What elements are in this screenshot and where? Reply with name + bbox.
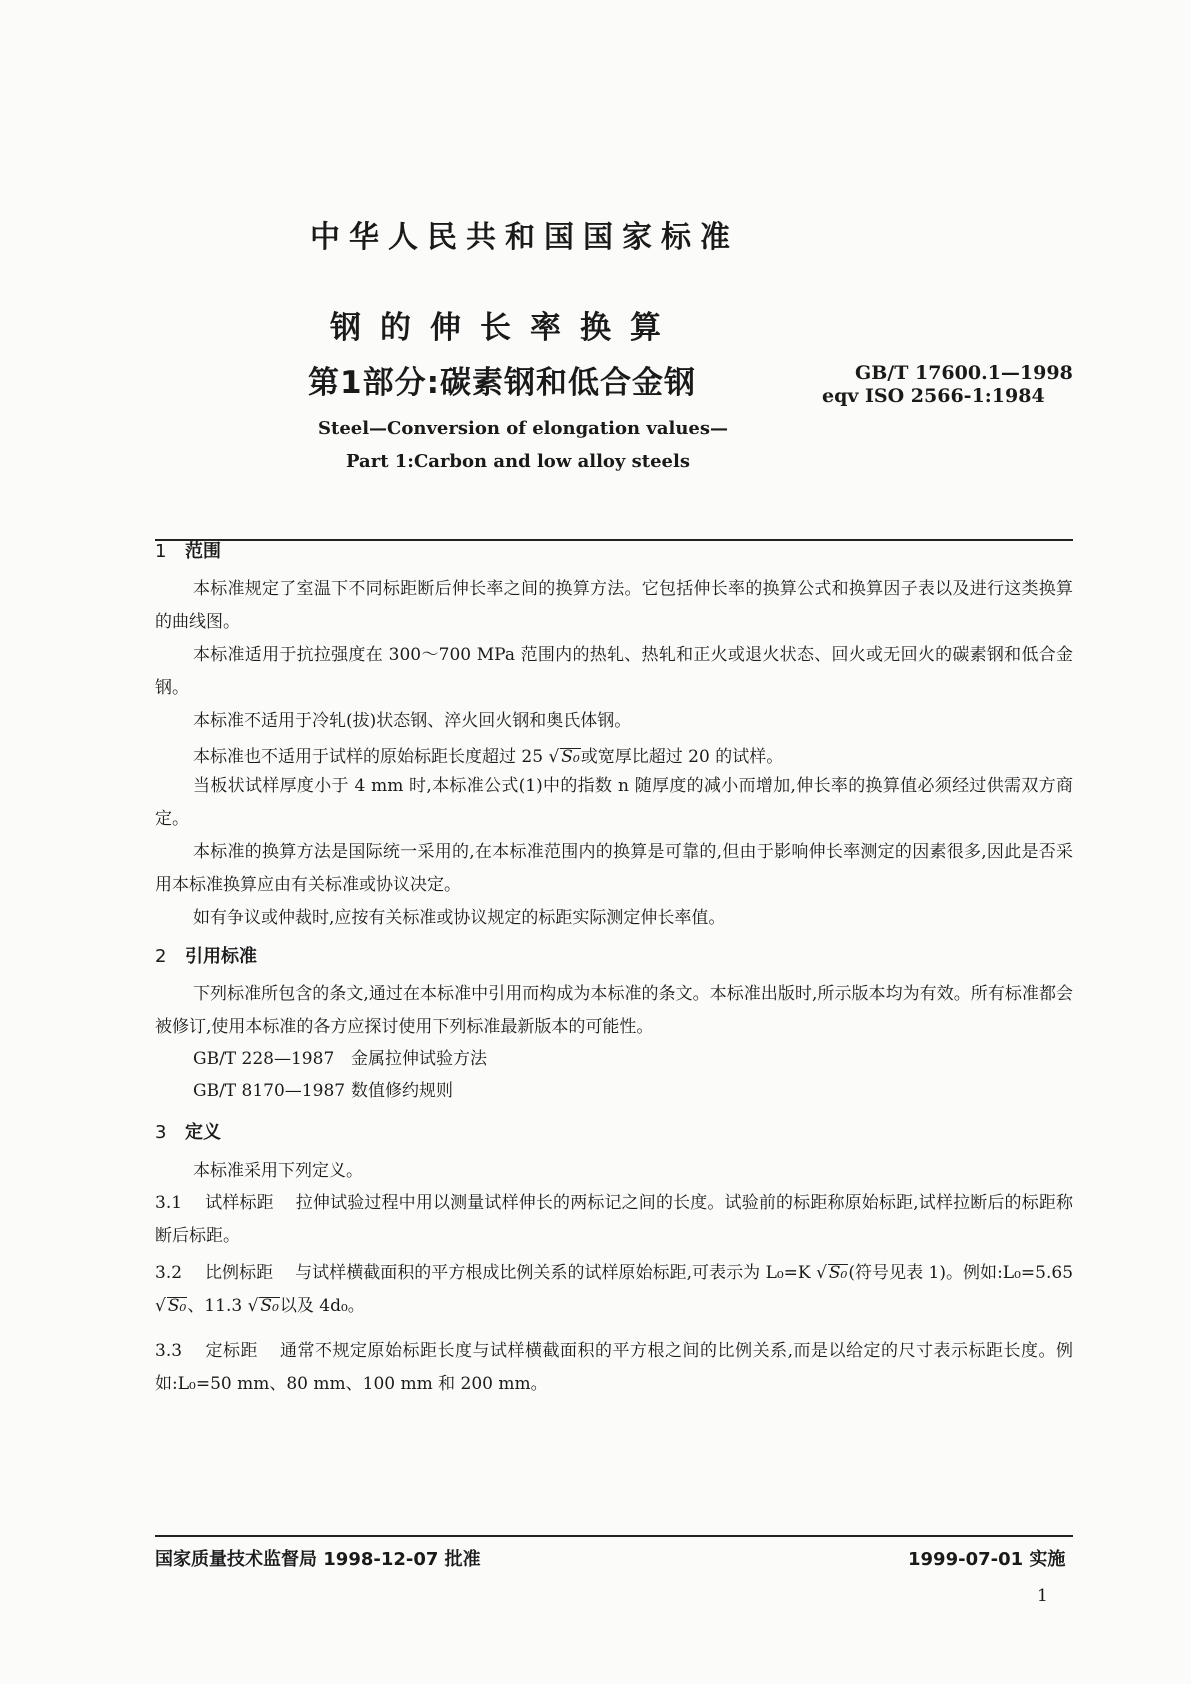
section-1-heading	[155, 537, 221, 563]
s0-symbol: S₀	[561, 747, 580, 767]
reference-code: GB/T 8170—1987	[193, 1081, 346, 1101]
section-1-paragraph-1: 本标准规定了室温下不同标距断后伸长率之间的换算方法。它包括伸长率的换算公式和换算因子表以及进行这类换算的曲线图。	[155, 579, 1073, 632]
section-2-paragraph-1: 下列标准所包含的条文,通过在本标准中引用而构成为本标准的条文。本标准出版时,所示版本均为有效。所有标准都会被修订,使用本标准的各方应探讨使用下列标准最新版本的可能性。	[155, 984, 1073, 1037]
clause-3-2-text-c: 、11.3	[187, 1296, 243, 1316]
s0-symbol: S₀	[828, 1263, 848, 1283]
clause-3-3-text: 通常不规定原始标距长度与试样横截面积的平方根之间的比例关系,而是以给定的尺寸表示标距长度。例如:L₀=50 mm、80 mm、100 mm 和 200 mm。	[155, 1341, 1074, 1394]
clause-3-1-text: 拉伸试验过程中用以测量试样伸长的两标记之间的长度。试验前的标距称原始标距,试样拉断后的标距称断后标距。	[155, 1193, 1074, 1246]
section-1-paragraph-6: 本标准的换算方法是国际统一采用的,在本标准范围内的换算是可靠的,但由于影响伸长率测定的因素很多,因此是否采用本标准换算应由有关标准或协议决定。	[155, 842, 1073, 895]
section-1-paragraph-7: 如有争议或仲裁时,应按有关标准或协议规定的标距实际测定伸长率值。	[193, 908, 726, 928]
clause-3-2-text-b: (符号见表 1)。例如:L₀=5.65	[848, 1263, 1074, 1283]
clause-3-2-text-a: 与试样横截面积的平方根成比例关系的试样原始标距,可表示为 L₀=K	[295, 1263, 811, 1283]
document-subtitle-cn: 第1部分:碳素钢和低合金钢	[308, 365, 696, 401]
national-standard-heading: 中华人民共和国国家标准	[310, 220, 739, 255]
footer-divider	[155, 1535, 1073, 1537]
section-2-heading	[155, 942, 257, 968]
section-1-paragraph-2: 本标准适用于抗拉强度在 300～700 MPa 范围内的热轧、热轧和正火或退火状态、回火或无回火的碳素钢和低合金钢。	[155, 645, 1073, 698]
sqrt-symbol: √	[816, 1263, 827, 1283]
document-title-cn: 钢的伸长率换算	[330, 310, 680, 346]
clause-3-2	[155, 1257, 1073, 1323]
approval-authority: 国家质量技术监督局 1998-12-07 批准	[155, 1549, 481, 1570]
page-number: 1	[1037, 1586, 1048, 1606]
clause-3-2-term: 比例标距	[205, 1263, 274, 1283]
header-divider	[155, 539, 1073, 541]
section-1-number: 1	[155, 541, 167, 562]
section-1-title: 范围	[185, 541, 221, 562]
section-1-paragraph-3: 本标准不适用于冷轧(拔)状态钢、淬火回火钢和奥氏体钢。	[193, 711, 632, 731]
reference-item	[193, 1043, 487, 1076]
clause-3-1-term: 试样标距	[205, 1193, 274, 1213]
equivalent-standard-number: eqv ISO 2566-1:1984	[822, 385, 1045, 407]
sqrt-symbol: √	[155, 1296, 166, 1316]
clause-3-2-text-d: 以及 4d₀。	[279, 1296, 365, 1316]
section-3-heading	[155, 1118, 221, 1144]
document-title-en-line1: Steel—Conversion of elongation values—	[318, 418, 728, 439]
reference-name: 金属拉伸试验方法	[351, 1049, 487, 1069]
s0-symbol: S₀	[260, 1296, 279, 1316]
reference-code: GB/T 228—1987	[193, 1049, 335, 1069]
clause-3-1	[155, 1187, 1073, 1253]
clause-3-2-number: 3.2	[155, 1263, 183, 1283]
sqrt-symbol: √	[548, 747, 560, 767]
section-2-number: 2	[155, 946, 167, 967]
clause-3-3-number: 3.3	[155, 1341, 183, 1361]
sqrt-symbol: √	[247, 1296, 259, 1316]
s0-symbol: S₀	[167, 1296, 187, 1316]
effective-date: 1999-07-01 实施	[908, 1549, 1066, 1570]
standard-number: GB/T 17600.1—1998	[855, 362, 1073, 384]
section-3-title: 定义	[185, 1122, 221, 1143]
reference-item	[193, 1075, 453, 1108]
paragraph-4-text-after: 或宽厚比超过 20 的试样。	[580, 747, 784, 767]
reference-name: 数值修约规则	[351, 1081, 453, 1101]
clause-3-1-number: 3.1	[155, 1193, 183, 1213]
section-3-number: 3	[155, 1122, 167, 1143]
document-title-en-line2: Part 1:Carbon and low alloy steels	[346, 451, 690, 472]
clause-3-3	[155, 1335, 1073, 1401]
section-3-paragraph-1: 本标准采用下列定义。	[193, 1161, 363, 1181]
section-2-title: 引用标准	[185, 946, 257, 967]
clause-3-3-term: 定标距	[205, 1341, 259, 1361]
section-1-paragraph-5: 当板状试样厚度小于 4 mm 时,本标准公式(1)中的指数 n 随厚度的减小而增加,伸长率的换算值必须经过供需双方商定。	[155, 776, 1073, 829]
paragraph-4-text-before: 本标准也不适用于试样的原始标距长度超过 25	[193, 747, 544, 767]
